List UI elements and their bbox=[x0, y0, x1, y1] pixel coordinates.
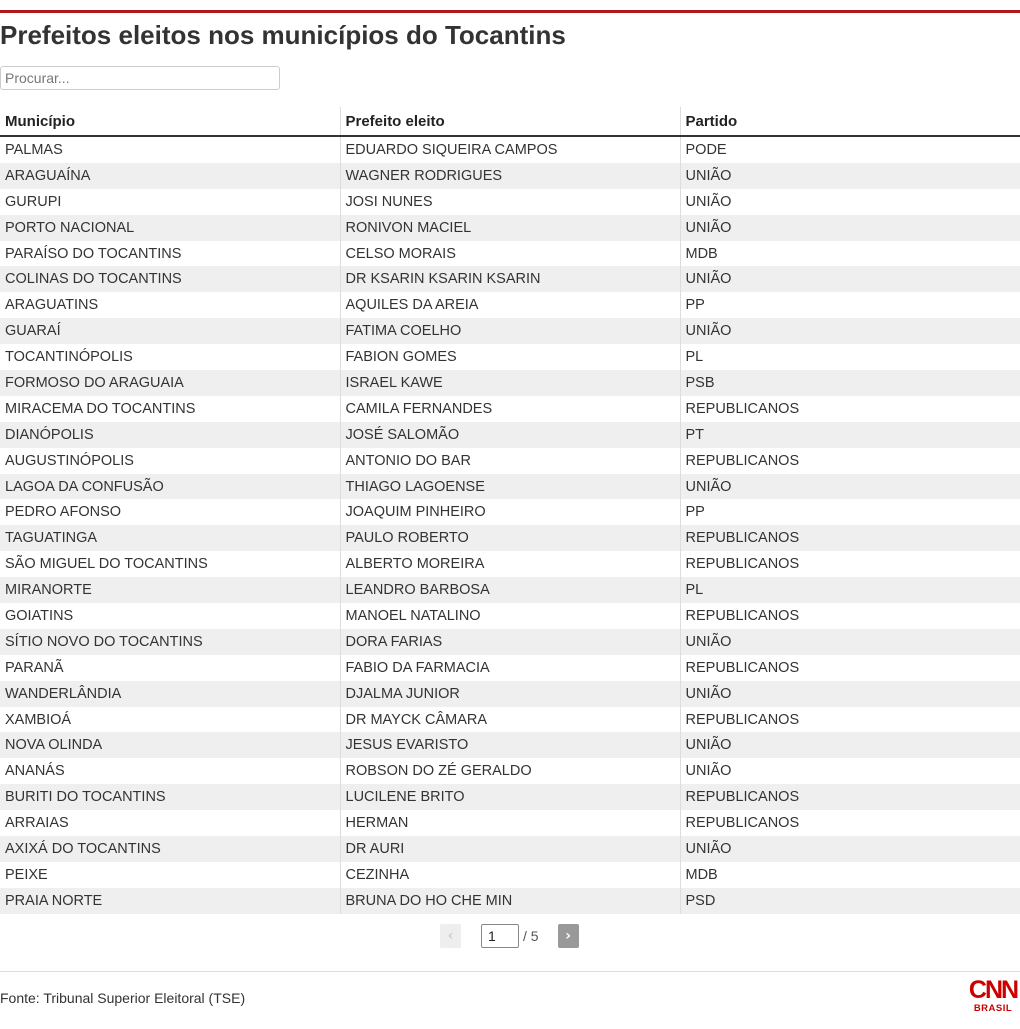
previous-page-button[interactable]: ‹ bbox=[440, 924, 461, 948]
cell-partido: REPUBLICANOS bbox=[680, 448, 1020, 474]
cell-prefeito: FABIO DA FARMACIA bbox=[340, 655, 680, 681]
cell-municipio: WANDERLÂNDIA bbox=[0, 681, 340, 707]
cell-prefeito: WAGNER RODRIGUES bbox=[340, 163, 680, 189]
cnn-brasil-logo bbox=[966, 978, 1020, 1016]
table-row bbox=[0, 551, 1020, 577]
cell-prefeito: AQUILES DA AREIA bbox=[340, 292, 680, 318]
cell-municipio: PARANÃ bbox=[5, 659, 64, 676]
cell-prefeito: ALBERTO MOREIRA bbox=[340, 551, 680, 577]
table-row bbox=[0, 707, 1020, 733]
table-row bbox=[0, 862, 1020, 888]
cell-prefeito: CELSO MORAIS bbox=[340, 241, 680, 267]
table-body bbox=[0, 136, 1020, 914]
column-header-partido[interactable]: Partido bbox=[680, 107, 1020, 136]
cell-prefeito: FABION GOMES bbox=[340, 344, 680, 370]
cell-partido: MDB bbox=[680, 241, 1020, 267]
cell-prefeito: JOSÉ SALOMÃO bbox=[340, 422, 680, 448]
cell-prefeito: BRUNA DO HO CHE MIN bbox=[340, 888, 680, 914]
cell-partido: MDB bbox=[680, 862, 1020, 888]
cell-partido: REPUBLICANOS bbox=[680, 525, 1020, 551]
cell-municipio: PARAÍSO DO TOCANTINS bbox=[5, 245, 182, 262]
table-row bbox=[0, 888, 1020, 914]
cell-municipio: PORTO NACIONAL bbox=[0, 215, 340, 241]
cell-partido: UNIÃO bbox=[680, 474, 1020, 500]
cell-prefeito: RONIVON MACIEL bbox=[340, 215, 680, 241]
cell-partido: PL bbox=[680, 344, 1020, 370]
table-header-row bbox=[0, 107, 1020, 136]
cell-municipio: COLINAS DO TOCANTINS bbox=[0, 266, 340, 292]
cell-prefeito: ANTONIO DO BAR bbox=[340, 448, 680, 474]
cell-prefeito: PAULO ROBERTO bbox=[340, 525, 680, 551]
cell-partido: REPUBLICANOS bbox=[680, 551, 1020, 577]
cell-prefeito: DR AURI bbox=[340, 836, 680, 862]
table-row bbox=[0, 655, 1020, 681]
cell-municipio: PEIXE bbox=[5, 866, 48, 883]
cell-partido: PODE bbox=[680, 136, 1020, 163]
cell-municipio: PEDRO AFONSO bbox=[5, 504, 122, 521]
cell-partido: UNIÃO bbox=[680, 758, 1020, 784]
cell-municipio: TOCANTINÓPOLIS bbox=[5, 349, 133, 366]
cell-municipio: ARRAIAS bbox=[5, 815, 69, 832]
cell-prefeito: HERMAN bbox=[340, 810, 680, 836]
cell-partido: UNIÃO bbox=[680, 836, 1020, 862]
table-row bbox=[0, 136, 1020, 163]
cell-prefeito: ISRAEL KAWE bbox=[340, 370, 680, 396]
cell-prefeito: FATIMA COELHO bbox=[340, 318, 680, 344]
table-row bbox=[0, 370, 1020, 396]
cell-partido: REPUBLICANOS bbox=[680, 810, 1020, 836]
cell-municipio: ARAGUAÍNA bbox=[0, 163, 340, 189]
table-row bbox=[0, 499, 1020, 525]
cell-prefeito: DR MAYCK CÂMARA bbox=[340, 707, 680, 733]
cell-prefeito: DJALMA JUNIOR bbox=[340, 681, 680, 707]
cell-municipio: GOIATINS bbox=[5, 607, 74, 624]
table-row bbox=[0, 344, 1020, 370]
cell-partido: UNIÃO bbox=[680, 681, 1020, 707]
column-header-municipio[interactable]: Município bbox=[0, 107, 340, 136]
cell-prefeito: CAMILA FERNANDES bbox=[340, 396, 680, 422]
cell-municipio: DIANÓPOLIS bbox=[0, 422, 340, 448]
table-row bbox=[0, 266, 1020, 292]
table-row bbox=[0, 292, 1020, 318]
table-row bbox=[0, 758, 1020, 784]
table-row bbox=[0, 577, 1020, 603]
source-note: Fonte: Tribunal Superior Eleitoral (TSE) bbox=[0, 990, 246, 1006]
cell-partido: REPUBLICANOS bbox=[680, 396, 1020, 422]
cell-prefeito: LEANDRO BARBOSA bbox=[340, 577, 680, 603]
cell-partido: PP bbox=[680, 499, 1020, 525]
page-number-input[interactable] bbox=[481, 924, 519, 948]
cell-partido: UNIÃO bbox=[680, 318, 1020, 344]
table-row bbox=[0, 318, 1020, 344]
pagination bbox=[440, 923, 579, 948]
total-pages-label: / 5 bbox=[523, 927, 539, 944]
cell-municipio: ARAGUATINS bbox=[5, 297, 99, 314]
cell-municipio: BURITI DO TOCANTINS bbox=[0, 784, 340, 810]
search-input[interactable] bbox=[0, 66, 280, 90]
table-row bbox=[0, 448, 1020, 474]
table-row bbox=[0, 474, 1020, 500]
cell-partido: PT bbox=[680, 422, 1020, 448]
next-page-button[interactable]: › bbox=[558, 924, 579, 948]
cell-prefeito: EDUARDO SIQUEIRA CAMPOS bbox=[340, 136, 680, 163]
table-row bbox=[0, 163, 1020, 189]
cell-prefeito: THIAGO LAGOENSE bbox=[340, 474, 680, 500]
cell-municipio: XAMBIOÁ bbox=[5, 711, 72, 728]
table-row bbox=[0, 784, 1020, 810]
cell-municipio: MIRANORTE bbox=[0, 577, 340, 603]
cell-partido: REPUBLICANOS bbox=[680, 603, 1020, 629]
cell-partido: PSB bbox=[680, 370, 1020, 396]
cell-partido: PSD bbox=[680, 888, 1020, 914]
cell-partido: REPUBLICANOS bbox=[680, 655, 1020, 681]
top-accent-rule bbox=[0, 10, 1020, 13]
cell-partido: UNIÃO bbox=[680, 163, 1020, 189]
cell-partido: PL bbox=[680, 577, 1020, 603]
cell-municipio: LAGOA DA CONFUSÃO bbox=[0, 474, 340, 500]
cell-prefeito: CEZINHA bbox=[340, 862, 680, 888]
cell-municipio: TAGUATINGA bbox=[0, 525, 340, 551]
cell-partido: UNIÃO bbox=[680, 215, 1020, 241]
cell-municipio: ANANÁS bbox=[5, 763, 65, 780]
table-row bbox=[0, 396, 1020, 422]
footer-divider bbox=[0, 971, 1020, 972]
table-row bbox=[0, 422, 1020, 448]
cell-municipio: PRAIA NORTE bbox=[0, 888, 340, 914]
table-row bbox=[0, 189, 1020, 215]
cell-prefeito: DR KSARIN KSARIN KSARIN bbox=[340, 266, 680, 292]
table-row bbox=[0, 681, 1020, 707]
cell-municipio: FORMOSO DO ARAGUAIA bbox=[0, 370, 340, 396]
table-row bbox=[0, 836, 1020, 862]
cell-prefeito: ROBSON DO ZÉ GERALDO bbox=[340, 758, 680, 784]
cell-municipio: MIRACEMA DO TOCANTINS bbox=[5, 400, 196, 417]
table-row bbox=[0, 810, 1020, 836]
cell-municipio: PALMAS bbox=[5, 141, 63, 158]
cell-prefeito: JOSI NUNES bbox=[340, 189, 680, 215]
cell-partido: REPUBLICANOS bbox=[680, 784, 1020, 810]
cell-municipio: SÃO MIGUEL DO TOCANTINS bbox=[5, 556, 208, 573]
cell-municipio: GUARAÍ bbox=[0, 318, 340, 344]
page-title: Prefeitos eleitos nos municípios do Tocantins bbox=[0, 20, 566, 50]
cell-partido: PP bbox=[680, 292, 1020, 318]
column-header-prefeito[interactable]: Prefeito eleito bbox=[340, 107, 680, 136]
cell-municipio: AUGUSTINÓPOLIS bbox=[5, 452, 134, 469]
cell-prefeito: JESUS EVARISTO bbox=[340, 732, 680, 758]
cell-partido: UNIÃO bbox=[680, 189, 1020, 215]
table-row bbox=[0, 241, 1020, 267]
table-row bbox=[0, 525, 1020, 551]
table-row bbox=[0, 215, 1020, 241]
cell-municipio: NOVA OLINDA bbox=[0, 732, 340, 758]
mayors-table bbox=[0, 107, 1020, 914]
table-row bbox=[0, 629, 1020, 655]
cell-prefeito: DORA FARIAS bbox=[340, 629, 680, 655]
cell-partido: UNIÃO bbox=[680, 629, 1020, 655]
cell-partido: REPUBLICANOS bbox=[680, 707, 1020, 733]
cell-prefeito: MANOEL NATALINO bbox=[340, 603, 680, 629]
cell-municipio: GURUPI bbox=[5, 193, 62, 210]
logo-subtext: BRASIL bbox=[973, 1003, 1013, 1014]
table-row bbox=[0, 732, 1020, 758]
cell-prefeito: LUCILENE BRITO bbox=[340, 784, 680, 810]
cell-partido: UNIÃO bbox=[680, 732, 1020, 758]
cell-municipio: SÍTIO NOVO DO TOCANTINS bbox=[0, 629, 340, 655]
cell-partido: UNIÃO bbox=[680, 266, 1020, 292]
cell-prefeito: JOAQUIM PINHEIRO bbox=[340, 499, 680, 525]
logo-text: CNN bbox=[968, 976, 1018, 1004]
cell-municipio: AXIXÁ DO TOCANTINS bbox=[0, 836, 340, 862]
table-row bbox=[0, 603, 1020, 629]
